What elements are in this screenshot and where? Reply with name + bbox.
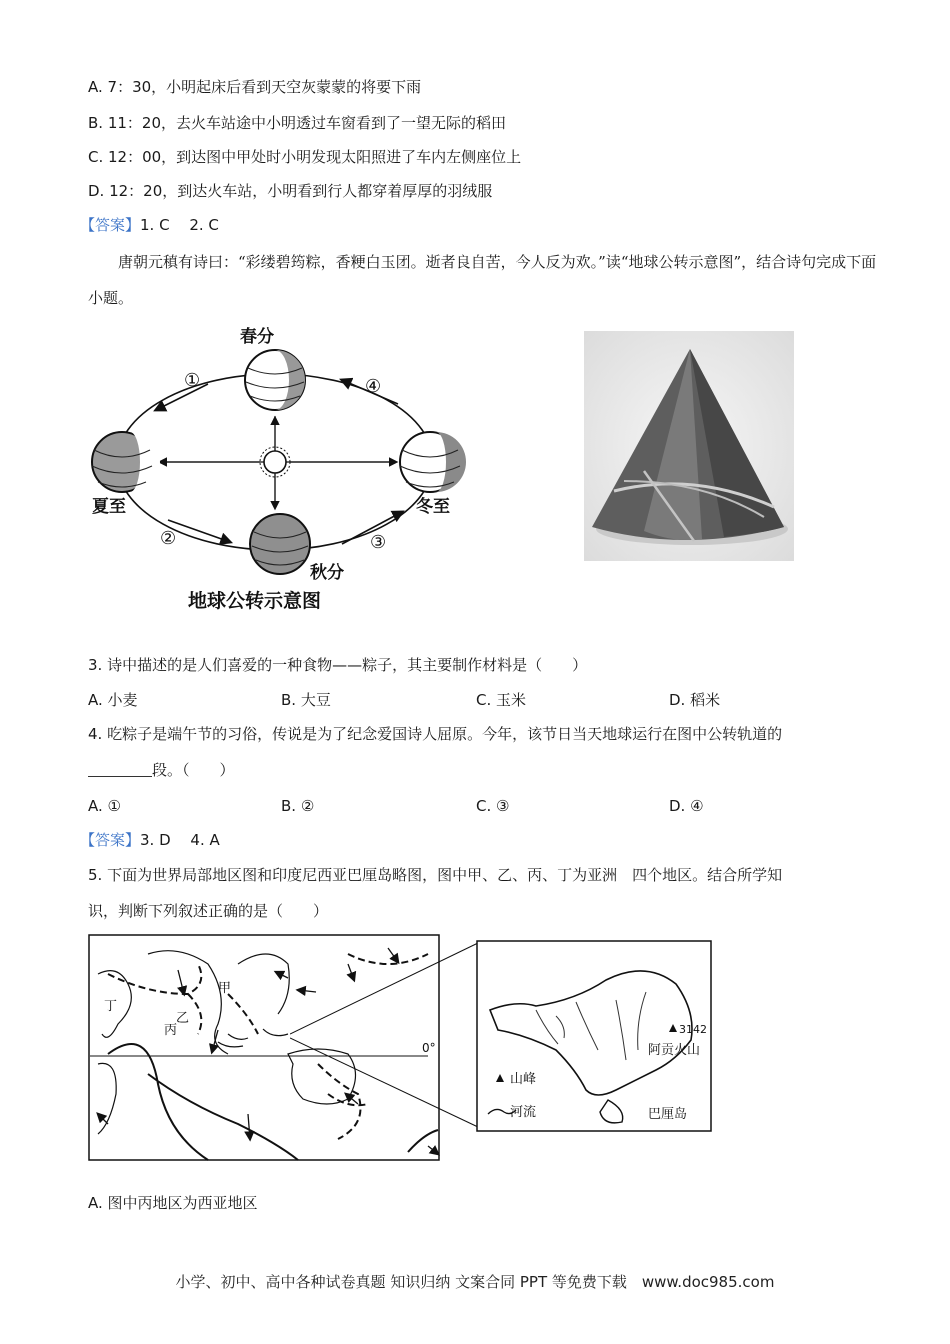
q4-stem-2 [88, 760, 235, 780]
q5-stem-1: 5. 下面为世界局部地区图和印度尼西亚巴厘岛略图，图中甲、乙、丙、丁为亚洲 四个地区。结合所学知 [88, 866, 783, 884]
equator-label: 0° [422, 1041, 436, 1055]
poem-intro: 唐朝元稹有诗曰：“彩缕碧筠粽，香粳白玉团。逝者良自苦，今人反为欢。”读“地球公转示意图”，结合诗句完成下面小题。 [88, 253, 877, 307]
label-winter: 冬至 [416, 497, 450, 517]
segment-4: ④ [365, 376, 382, 397]
answer-blank [88, 761, 152, 777]
q5-stem-2: 识，判断下列叙述正确的是（ ） [88, 902, 329, 920]
answer-text-2: 3. D 4. A [140, 831, 220, 849]
prev-option-b: B. 11：20，去火车站途中小明透过车窗看到了一望无际的稻田 [88, 114, 507, 132]
label-summer: 夏至 [92, 497, 126, 517]
q4-option-d: D. ④ [669, 797, 704, 815]
label-spring: 春分 [240, 327, 274, 347]
bali-map [476, 940, 714, 1134]
region-bing: 丙 [164, 1023, 178, 1038]
answer-line-2 [80, 830, 220, 850]
answer-text: 1. C 2. C [140, 216, 219, 234]
legend-river: 河流 [510, 1105, 537, 1120]
q4-stem-end: 段。（ ） [152, 761, 235, 779]
answer-tag-2: 【答案】 [80, 831, 141, 849]
volcano-label: 阿贡火山 [648, 1043, 701, 1058]
answer-line-1 [80, 215, 219, 235]
sun-icon [260, 447, 290, 477]
q4-option-b: B. ② [281, 797, 315, 815]
region-yi: 乙 [176, 1011, 190, 1026]
peak-value: 3142 [679, 1023, 707, 1036]
q4-option-c: C. ③ [476, 797, 510, 815]
page-footer: 小学、初中、高中各种试卷真题 知识归纳 文案合同 PPT 等免费下载 www.doc985.com [175, 1273, 775, 1291]
zongzi-photo [584, 331, 794, 561]
globe-autumn [250, 514, 310, 574]
globe-spring [245, 350, 305, 410]
q5-option-a: A. 图中丙地区为西亚地区 [88, 1194, 258, 1212]
orbit-diagram [80, 322, 480, 618]
q3-option-d: D. 稻米 [669, 691, 721, 709]
answer-tag: 【答案】 [80, 216, 141, 234]
segment-3: ③ [370, 532, 387, 553]
globe-winter [400, 432, 466, 492]
q3-option-b: B. 大豆 [281, 691, 331, 709]
q3-stem: 3. 诗中描述的是人们喜爱的一种食物——粽子，其主要制作材料是（ ） [88, 656, 588, 674]
prev-option-a: A. 7：30，小明起床后看到天空灰蒙蒙的将要下雨 [88, 78, 422, 96]
q4-option-a: A. ① [88, 797, 121, 815]
map-connector [290, 937, 490, 1133]
segment-1: ① [184, 370, 201, 391]
legend-peak: 山峰 [510, 1072, 537, 1087]
diagram-caption: 地球公转示意图 [188, 590, 322, 612]
prev-option-c: C. 12：00，到达图中甲处时小明发现太阳照进了车内左侧座位上 [88, 148, 522, 166]
q4-stem: 4. 吃粽子是端午节的习俗，传说是为了纪念爱国诗人屈原。今年，该节日当天地球运行在图中公转轨道的 [88, 725, 783, 743]
globe-summer [92, 432, 160, 492]
region-jia: 甲 [218, 981, 232, 996]
region-ding: 丁 [104, 999, 118, 1014]
segment-2: ② [160, 528, 177, 549]
prev-option-d: D. 12：20，到达火车站，小明看到行人都穿着厚厚的羽绒服 [88, 182, 493, 200]
label-autumn: 秋分 [310, 563, 344, 583]
q3-option-c: C. 玉米 [476, 691, 527, 709]
q3-option-a: A. 小麦 [88, 691, 138, 709]
island-name: 巴厘岛 [648, 1107, 688, 1122]
